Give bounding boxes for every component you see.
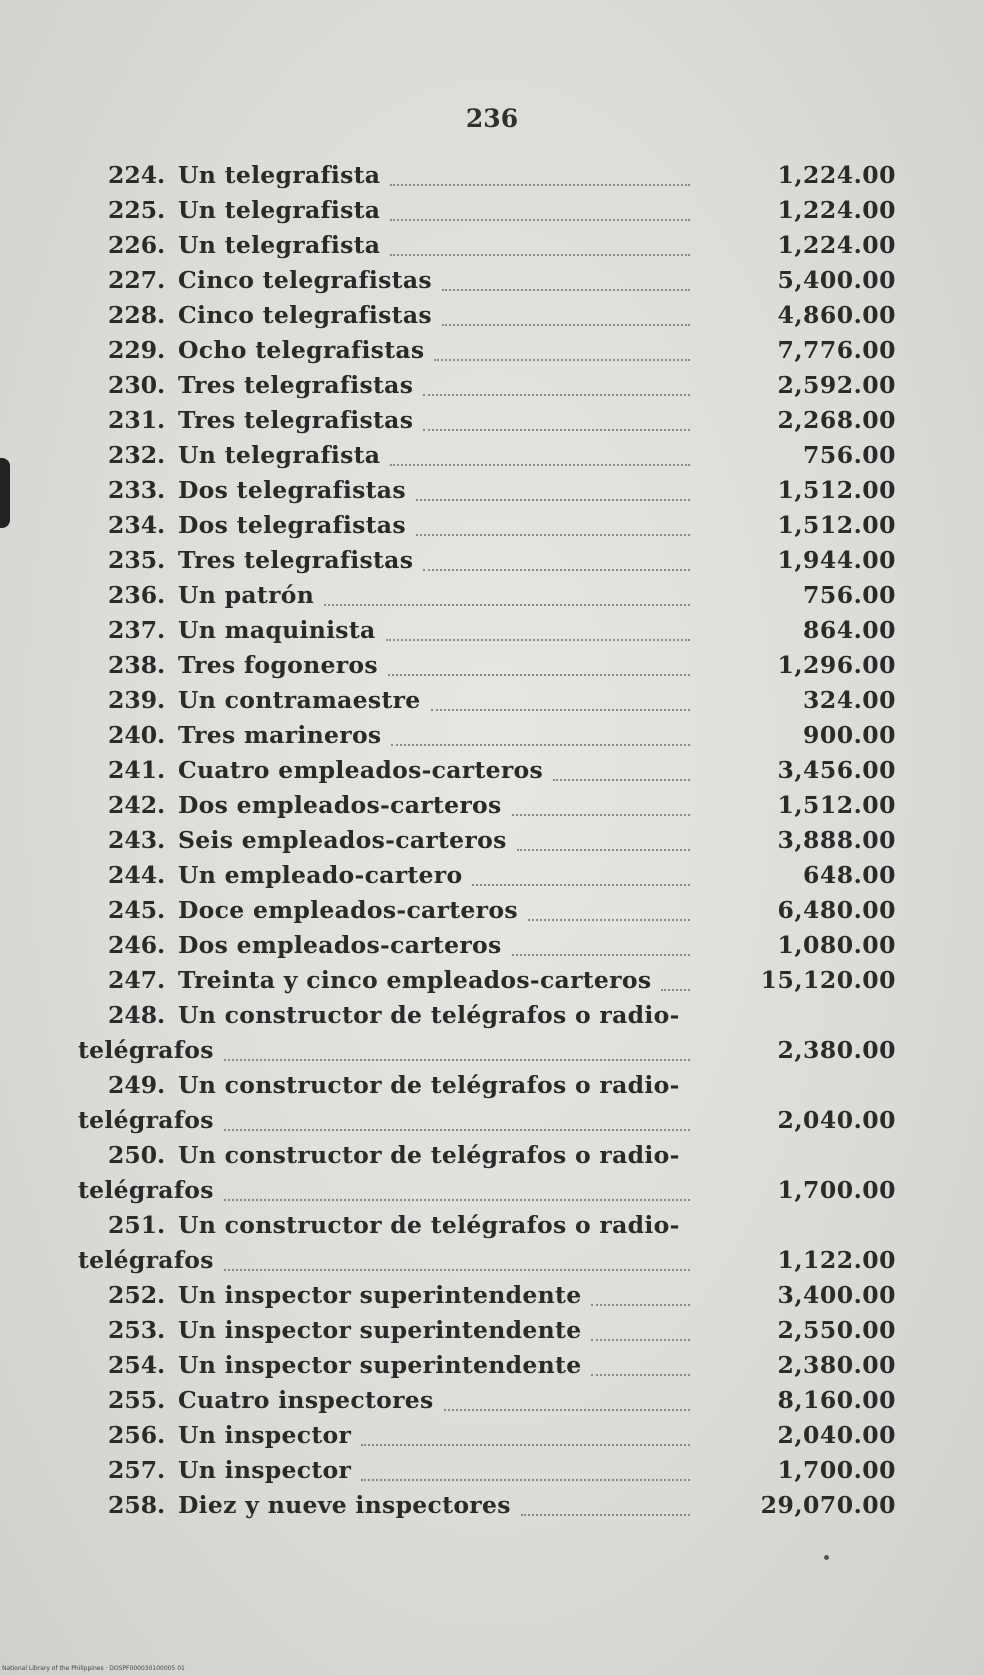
leader-dots xyxy=(553,777,690,781)
budget-entry-row xyxy=(0,858,984,893)
entry-description: Doce empleados-carteros xyxy=(178,896,518,924)
entry-description: Un constructor de telégrafos o radio- xyxy=(178,1071,680,1099)
entry-line-first xyxy=(0,1068,984,1103)
entry-amount: 648.00 xyxy=(803,861,896,889)
entry-description: Un inspector xyxy=(178,1421,352,1449)
leader-dots xyxy=(591,1372,690,1376)
entry-description: Tres fogoneros xyxy=(178,651,378,679)
entry-amount: 3,400.00 xyxy=(777,1281,896,1309)
entry-amount: 2,040.00 xyxy=(777,1421,896,1449)
entry-description: Un constructor de telégrafos o radio- xyxy=(178,1001,680,1029)
budget-entry-row xyxy=(0,368,984,403)
leader-dots xyxy=(517,847,690,851)
entry-amount: 864.00 xyxy=(803,616,896,644)
entry-description: Un inspector xyxy=(178,1456,352,1484)
entry-amount: 1,700.00 xyxy=(777,1456,896,1484)
leader-dots xyxy=(388,672,690,676)
entry-number: 237. xyxy=(108,616,166,644)
leader-dots xyxy=(423,567,690,571)
budget-entry-row xyxy=(0,788,984,823)
entry-description: Un inspector superintendente xyxy=(178,1281,582,1309)
entry-number: 247. xyxy=(108,966,166,994)
budget-entry-row xyxy=(0,473,984,508)
leader-dots xyxy=(521,1512,690,1516)
entry-description-continuation: telégrafos xyxy=(78,1246,214,1274)
budget-entry-row xyxy=(0,1418,984,1453)
entry-amount: 3,456.00 xyxy=(777,756,896,784)
entry-number: 254. xyxy=(108,1351,166,1379)
entry-number: 238. xyxy=(108,651,166,679)
entry-number: 234. xyxy=(108,511,166,539)
budget-entry-row xyxy=(0,1453,984,1488)
entry-description: Dos telegrafistas xyxy=(178,511,406,539)
entry-amount: 1,224.00 xyxy=(777,161,896,189)
entry-amount: 1,080.00 xyxy=(777,931,896,959)
entry-description: Dos telegrafistas xyxy=(178,476,406,504)
entry-number: 231. xyxy=(108,406,166,434)
entry-amount: 900.00 xyxy=(803,721,896,749)
entry-description: Cuatro inspectores xyxy=(178,1386,434,1414)
entry-number: 235. xyxy=(108,546,166,574)
budget-entry-row xyxy=(0,1278,984,1313)
entry-number: 227. xyxy=(108,266,166,294)
entry-description: Cuatro empleados-carteros xyxy=(178,756,544,784)
entry-amount: 1,224.00 xyxy=(777,196,896,224)
entry-amount: 7,776.00 xyxy=(777,336,896,364)
entry-amount: 1,512.00 xyxy=(777,476,896,504)
entry-number: 243. xyxy=(108,826,166,854)
entry-amount: 324.00 xyxy=(803,686,896,714)
leader-dots xyxy=(391,742,690,746)
entry-line-continuation xyxy=(0,1243,984,1278)
entry-number: 224. xyxy=(108,161,166,189)
budget-entry-row xyxy=(0,613,984,648)
entry-description: Ocho telegrafistas xyxy=(178,336,425,364)
entry-number: 236. xyxy=(108,581,166,609)
leader-dots xyxy=(512,952,690,956)
leader-dots xyxy=(390,462,690,466)
entry-description: Cinco telegrafistas xyxy=(178,266,432,294)
entry-description: Un maquinista xyxy=(178,616,376,644)
budget-entry-row xyxy=(0,578,984,613)
entry-amount: 2,380.00 xyxy=(777,1351,896,1379)
entry-amount: 1,700.00 xyxy=(777,1176,896,1204)
paper-speck xyxy=(824,1555,829,1560)
budget-entry-row xyxy=(0,1488,984,1523)
budget-entry-row xyxy=(0,158,984,193)
budget-entry-row xyxy=(0,998,984,1068)
leader-dots xyxy=(416,532,690,536)
entry-description-continuation: telégrafos xyxy=(78,1036,214,1064)
entry-line-continuation xyxy=(0,1033,984,1068)
entry-number: 249. xyxy=(108,1071,166,1099)
entry-amount: 2,040.00 xyxy=(777,1106,896,1134)
budget-entry-row xyxy=(0,648,984,683)
entry-line-first xyxy=(0,1138,984,1173)
budget-entry-row xyxy=(0,753,984,788)
entry-description: Cinco telegrafistas xyxy=(178,301,432,329)
leader-dots xyxy=(224,1057,690,1061)
entry-number: 229. xyxy=(108,336,166,364)
entry-amount: 1,512.00 xyxy=(777,511,896,539)
leader-dots xyxy=(416,497,690,501)
budget-entry-row xyxy=(0,193,984,228)
leader-dots xyxy=(512,812,690,816)
entry-number: 255. xyxy=(108,1386,166,1414)
entry-number: 242. xyxy=(108,791,166,819)
entry-description: Seis empleados-carteros xyxy=(178,826,507,854)
entry-amount: 2,268.00 xyxy=(777,406,896,434)
budget-entry-row xyxy=(0,683,984,718)
entry-number: 244. xyxy=(108,861,166,889)
budget-entry-row xyxy=(0,263,984,298)
entry-description: Un telegrafista xyxy=(178,441,381,469)
entry-amount: 6,480.00 xyxy=(777,896,896,924)
entry-description: Un inspector superintendente xyxy=(178,1351,582,1379)
budget-entry-row xyxy=(0,1138,984,1208)
entry-amount: 1,296.00 xyxy=(777,651,896,679)
entry-number: 241. xyxy=(108,756,166,784)
entry-amount: 1,512.00 xyxy=(777,791,896,819)
entry-line-first xyxy=(0,998,984,1033)
leader-dots xyxy=(472,882,690,886)
entry-line-first xyxy=(0,1208,984,1243)
leader-dots xyxy=(434,357,690,361)
budget-entry-row xyxy=(0,298,984,333)
leader-dots xyxy=(390,252,690,256)
budget-entry-row xyxy=(0,1383,984,1418)
entry-amount: 2,380.00 xyxy=(777,1036,896,1064)
entry-number: 230. xyxy=(108,371,166,399)
entry-number: 225. xyxy=(108,196,166,224)
entry-amount: 2,550.00 xyxy=(777,1316,896,1344)
entry-description: Tres marineros xyxy=(178,721,382,749)
entry-number: 251. xyxy=(108,1211,166,1239)
leader-dots xyxy=(444,1407,690,1411)
entry-description: Un telegrafista xyxy=(178,161,381,189)
entry-number: 258. xyxy=(108,1491,166,1519)
entry-number: 228. xyxy=(108,301,166,329)
entry-amount: 29,070.00 xyxy=(760,1491,896,1519)
entry-description: Un inspector superintendente xyxy=(178,1316,582,1344)
entry-description: Tres telegrafistas xyxy=(178,546,414,574)
entry-number: 248. xyxy=(108,1001,166,1029)
leader-dots xyxy=(386,637,690,641)
entry-description: Un telegrafista xyxy=(178,196,381,224)
entry-description-continuation: telégrafos xyxy=(78,1176,214,1204)
entry-number: 240. xyxy=(108,721,166,749)
entry-amount: 1,122.00 xyxy=(777,1246,896,1274)
entry-description: Un patrón xyxy=(178,581,315,609)
leader-dots xyxy=(390,217,690,221)
leader-dots xyxy=(390,182,690,186)
entry-description: Un constructor de telégrafos o radio- xyxy=(178,1211,680,1239)
entry-amount: 5,400.00 xyxy=(777,266,896,294)
leader-dots xyxy=(224,1197,690,1201)
budget-entry-row xyxy=(0,543,984,578)
entry-amount: 4,860.00 xyxy=(777,301,896,329)
entry-line-continuation xyxy=(0,1103,984,1138)
entry-amount: 1,944.00 xyxy=(777,546,896,574)
leader-dots xyxy=(442,287,690,291)
leader-dots xyxy=(423,427,690,431)
entry-description: Tres telegrafistas xyxy=(178,371,414,399)
entry-description: Diez y nueve inspectores xyxy=(178,1491,511,1519)
entry-amount: 15,120.00 xyxy=(760,966,896,994)
leader-dots xyxy=(361,1442,690,1446)
entry-number: 226. xyxy=(108,231,166,259)
entry-number: 239. xyxy=(108,686,166,714)
entry-description: Un telegrafista xyxy=(178,231,381,259)
leader-dots xyxy=(324,602,690,606)
leader-dots xyxy=(442,322,690,326)
budget-entry-row xyxy=(0,438,984,473)
entry-number: 245. xyxy=(108,896,166,924)
entry-number: 256. xyxy=(108,1421,166,1449)
budget-entry-row xyxy=(0,1208,984,1278)
entry-description: Dos empleados-carteros xyxy=(178,931,502,959)
budget-entry-row xyxy=(0,718,984,753)
budget-entry-row xyxy=(0,928,984,963)
budget-entry-row xyxy=(0,1313,984,1348)
budget-entry-row xyxy=(0,963,984,998)
entry-description: Un contramaestre xyxy=(178,686,421,714)
entry-amount: 756.00 xyxy=(803,581,896,609)
budget-entry-row xyxy=(0,333,984,368)
entry-number: 246. xyxy=(108,931,166,959)
entry-amount: 8,160.00 xyxy=(777,1386,896,1414)
scan-footer: National Library of the Philippines · DOSPF000030100005 01 xyxy=(2,1665,185,1672)
leader-dots xyxy=(423,392,690,396)
budget-entry-row xyxy=(0,893,984,928)
entry-number: 250. xyxy=(108,1141,166,1169)
budget-entry-row xyxy=(0,403,984,438)
entry-amount: 3,888.00 xyxy=(777,826,896,854)
entry-amount: 1,224.00 xyxy=(777,231,896,259)
budget-entry-row xyxy=(0,508,984,543)
entry-number: 252. xyxy=(108,1281,166,1309)
budget-entry-row xyxy=(0,1348,984,1383)
leader-dots xyxy=(361,1477,690,1481)
leader-dots xyxy=(224,1127,690,1131)
budget-entry-row xyxy=(0,1068,984,1138)
budget-entry-row xyxy=(0,228,984,263)
entry-number: 232. xyxy=(108,441,166,469)
leader-dots xyxy=(528,917,690,921)
leader-dots xyxy=(431,707,690,711)
entry-description: Dos empleados-carteros xyxy=(178,791,502,819)
leader-dots xyxy=(224,1267,690,1271)
entry-amount: 756.00 xyxy=(803,441,896,469)
entry-description: Un empleado-cartero xyxy=(178,861,463,889)
entry-description: Tres telegrafistas xyxy=(178,406,414,434)
budget-entries-list xyxy=(0,158,984,1523)
leader-dots xyxy=(591,1337,690,1341)
entry-line-continuation xyxy=(0,1173,984,1208)
budget-entry-row xyxy=(0,823,984,858)
entry-number: 253. xyxy=(108,1316,166,1344)
entry-description: Treinta y cinco empleados-carteros xyxy=(178,966,652,994)
entry-description-continuation: telégrafos xyxy=(78,1106,214,1134)
entry-number: 233. xyxy=(108,476,166,504)
page-number: 236 xyxy=(465,104,519,133)
entry-amount: 2,592.00 xyxy=(777,371,896,399)
entry-number: 257. xyxy=(108,1456,166,1484)
leader-dots xyxy=(591,1302,690,1306)
entry-description: Un constructor de telégrafos o radio- xyxy=(178,1141,680,1169)
leader-dots xyxy=(661,987,690,991)
